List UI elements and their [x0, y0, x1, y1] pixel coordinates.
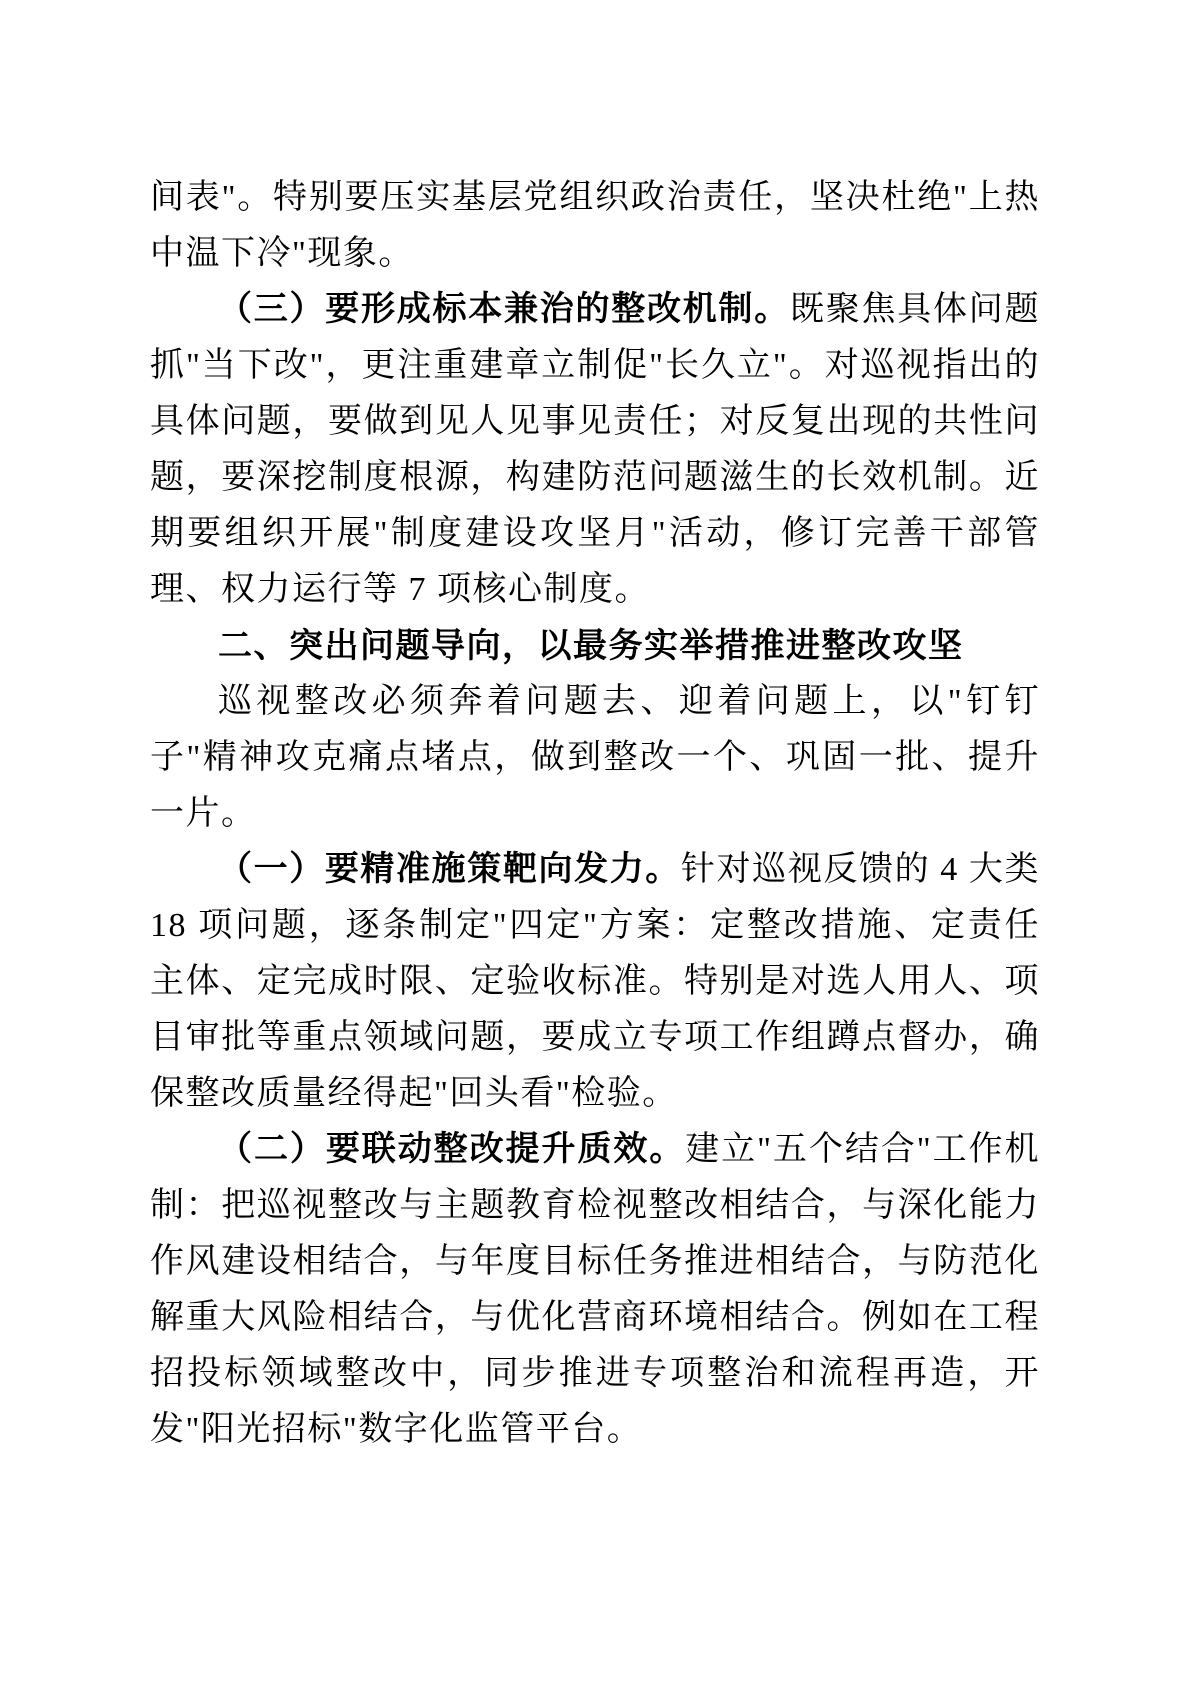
section-heading-two: 二、突出问题导向，以最务实举措推进整改攻坚 — [218, 627, 964, 665]
paragraph-item-one — [150, 842, 1040, 1122]
paragraph-bold-lead: （二）要联动整改提升质效。 — [218, 1131, 686, 1168]
paragraph-item-three — [150, 282, 1040, 618]
paragraph-intro — [150, 674, 1040, 842]
paragraph-text: 建立"五个结合"工作机制：把巡视整改与主题教育检视整改相结合，与深化能力作风建设相结合，与年度目标任务推进相结合，与防范化解重大风险相结合，与优化营商环境相结合。例如在工程招投标领域整改中，同步推进专项整治和流程再造，开发"阳光招标"数字化监管平台。 — [150, 1131, 1041, 1448]
paragraph-text: 既聚焦具体问题抓"当下改"，更注重建章立制促"长久立"。对巡视指出的具体问题，要做到见人见事见责任；对反复出现的共性问题，要深挖制度根源，构建防范问题滋生的长效机制。近期要组织开展"制度建设攻坚月"活动，修订完善干部管理、权力运行等 7 项核心制度。 — [150, 291, 1040, 608]
document-body — [150, 170, 1040, 1458]
paragraph-bold-lead: （三）要形成标本兼治的整改机制。 — [218, 291, 790, 328]
paragraph-bold-lead: （一）要精准施策靶向发力。 — [218, 851, 681, 888]
paragraph-text: 间表"。特别要压实基层党组织政治责任，坚决杜绝"上热中温下冷"现象。 — [150, 179, 1040, 272]
paragraph-item-two — [150, 1122, 1040, 1458]
paragraph-continuation — [150, 170, 1040, 282]
paragraph-text: 巡视整改必须奔着问题去、迎着问题上，以"钉钉子"精神攻克痛点堵点，做到整改一个、巩固一批、提升一片。 — [150, 683, 1040, 832]
paragraph-text: 针对巡视反馈的 4 大类 18 项问题，逐条制定"四定"方案：定整改措施、定责任主体、定完成时限、定验收标准。特别是对选人用人、项目审批等重点领域问题，要成立专项工作组蹲点督办，确保整改质量经得起"回头看"检验。 — [150, 851, 1041, 1112]
